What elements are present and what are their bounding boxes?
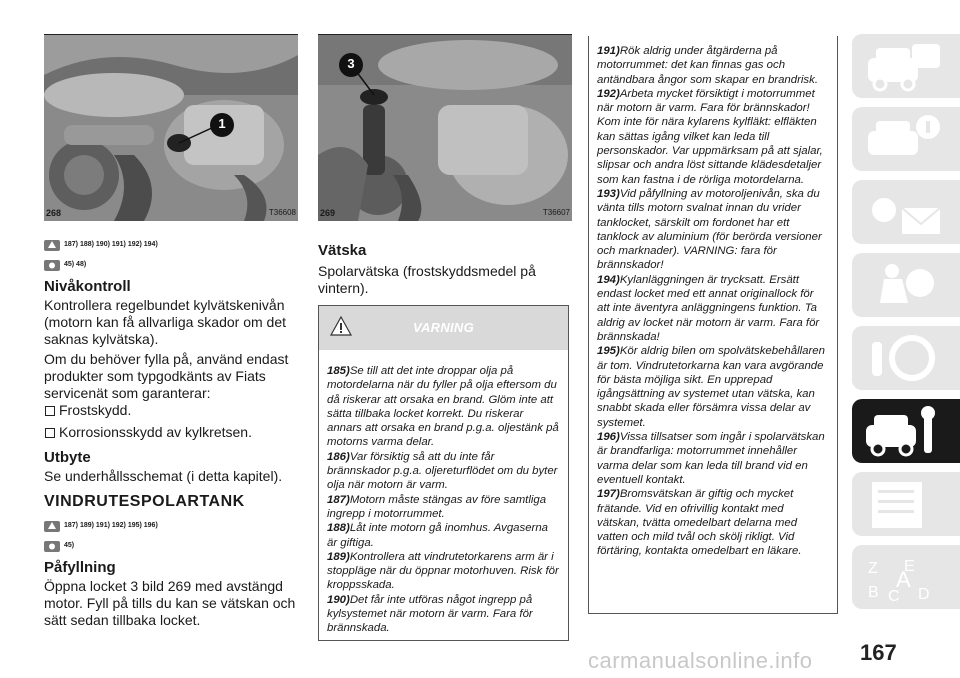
warning-item (597, 487, 829, 558)
warning-book-icon (44, 238, 60, 251)
warning-item-text: Arbeta mycket försiktigt i motorrummet när motorn är varm. Fara för brännskador! Kom inte för nära kylarens kylfläkt: elfläkten kan sättas igång vilket kan leda till personskador. Var uppmärksam på att sjalar, slipsar och andra löst sittande klädesdetaljer som kan fastna i de rörliga motordelarna. (597, 87, 823, 186)
warning-refs (44, 517, 302, 533)
index-alphabet-icon (862, 551, 946, 605)
ref-numbers: 187) 189) 191) 192) 195) 196) (64, 521, 158, 529)
sidebar-tab-index-alphabet[interactable] (852, 545, 960, 609)
figure-code: T36607 (542, 208, 570, 217)
car-wrench-icon (862, 405, 946, 459)
warning-item (597, 187, 829, 273)
figure-number: 269 (320, 208, 336, 218)
callout-3: 3 (347, 56, 355, 71)
warning-refs (44, 236, 302, 252)
warning-item-number: 195) (597, 345, 620, 358)
airbag-icon (862, 259, 946, 313)
paragraph: Kontrollera regelbundet kylvätskenivån (motorn kan få allvarliga skador om det saknas kylvätska). (44, 297, 286, 347)
chapter-sidebar (852, 34, 960, 618)
warning-item-text: Kör aldrig bilen om spolvätskebehållaren är tom. Vindrutetorkarna kan vara avgörande för bästa möjliga sikt. En upprepad igångsättning av systemet utan vätska, kan snabbt skada eller försämra vissa delar av systemet. (597, 345, 825, 429)
warning-item-number: 190) (327, 593, 350, 606)
ref-numbers: 187) 188) 190) 191) 192) 194) (64, 240, 158, 248)
warning-item-number: 194) (597, 273, 620, 286)
ref-numbers: 45) (64, 541, 75, 549)
sidebar-tab-car-wrench[interactable] (852, 399, 960, 463)
warning-item-text: Bromsvätskan är giftig och mycket frätande. Vid en ofrivillig kontakt med vätskan, tvätta omedelbart delarna med vatten och mild tvål och skölj rikligt. Vid förtäring, kontakta omedelbart en läkare. (597, 488, 802, 558)
warning-item (327, 450, 560, 493)
warning-item (327, 550, 560, 593)
bullet-box-icon (45, 428, 55, 438)
car-dashboard-icon (862, 40, 946, 94)
warning-item-number: 192) (597, 87, 620, 100)
svg-text:D: D (918, 586, 930, 603)
warning-item-text: Kontrollera att vindrutetorkarens arm är i stoppläge när du öppnar motorhuven. Risk för kroppsskada. (327, 550, 559, 592)
svg-text:Z: Z (868, 560, 878, 577)
bullet-box-icon (45, 406, 55, 416)
svg-text:B: B (868, 584, 879, 601)
lights-mail-icon (862, 186, 946, 240)
warning-box (318, 305, 569, 641)
specs-list-icon (862, 478, 946, 532)
notice-refs (44, 537, 302, 553)
warning-item (327, 493, 560, 522)
warning-item (597, 344, 829, 430)
page-number: 167 (860, 640, 897, 665)
sidebar-tab-specs-list[interactable] (852, 472, 960, 536)
warning-item (597, 44, 829, 87)
warning-item-text: Kylanläggningen är trycksatt. Ersätt endast locket med ett annat originallock för att inte äventyra anläggningens funktion. Ta aldrig av locket när motorn är varm. Fara för brännskada! (597, 273, 820, 343)
car-info-icon (862, 113, 946, 167)
sidebar-tab-car-info[interactable] (852, 107, 960, 171)
section-title: VINDRUTESPOLARTANK (44, 493, 245, 510)
heading-fluid: Vätska (318, 242, 367, 259)
warning-book-icon (44, 519, 60, 532)
warning-item-number: 187) (327, 493, 350, 506)
warning-item-number: 197) (597, 488, 620, 501)
sidebar-tab-steering-key[interactable] (852, 326, 960, 390)
heading-refill: Påfyllning (44, 559, 116, 576)
callout-1: 1 (218, 116, 226, 131)
warning-item-text: Vid påfyllning av motoroljenivån, ska du vänta tills motorn svalnat innan du vrider tanklocket, särskilt om fordonet har ett tanklock av aluminium (för berörda versioner och marknader). VARNING: fara för brännskador! (597, 187, 822, 272)
warning-item-text: Rök aldrig under åtgärderna på motorrummet: det kan finnas gas och antändbara ångor som skapar en brandrisk. (597, 45, 818, 86)
sidebar-tab-lights-mail[interactable] (852, 180, 960, 244)
warning-item-text: Var försiktig så att du inte får brännskador p.g.a. oljereturflödet om du byter olja när motorn är varm. (327, 450, 558, 492)
warning-item-text: Se till att det inte droppar olja på motordelarna när du fyller på olja eftersom du då riskerar att orsaka en brand. Glöm inte att sätta tillbaka locket korrekt. Du riskerar annars att orsaka en brand p.g.a. oljestänk på motorns varma delar. (327, 365, 559, 449)
warning-item-text: Låt inte motorn gå inomhus. Avgaserna är giftiga. (327, 522, 549, 549)
warning-item-number: 185) (327, 365, 350, 377)
figure-269 (318, 34, 572, 220)
figure-number: 268 (46, 208, 62, 218)
notice-book-icon (44, 539, 60, 552)
sidebar-tab-car-dashboard[interactable] (852, 34, 960, 98)
warning-header (319, 306, 568, 350)
notice-book-icon (44, 258, 60, 271)
engine-photo-268 (44, 35, 298, 221)
paragraph: Spolarvätska (frostskyddsmedel på vintern). (318, 263, 536, 296)
warning-item-number: 191) (597, 45, 620, 57)
ref-numbers: 45) 48) (64, 260, 87, 268)
warning-item-text: Motorn måste stängas av före samtliga ingrepp i motorrummet. (327, 493, 547, 520)
warning-item-number: 186) (327, 450, 350, 463)
warning-item-number: 196) (597, 431, 620, 444)
list-item: Frostskydd. (44, 402, 302, 419)
warning-item-number: 189) (327, 550, 350, 563)
column-1 (44, 236, 302, 632)
steering-key-icon (862, 332, 946, 386)
warning-body (589, 36, 837, 559)
warning-item-number: 193) (597, 187, 620, 200)
warning-item (597, 430, 829, 487)
heading-change: Utbyte (44, 449, 91, 466)
warning-body (319, 350, 568, 636)
sidebar-tab-airbag[interactable] (852, 253, 960, 317)
svg-text:C: C (888, 588, 900, 605)
warning-box-continued (588, 36, 838, 614)
warning-item (597, 87, 829, 187)
paragraph: Öppna locket 3 bild 269 med avstängd motor. Fyll på tills du kan se vätskan och sätt sedan tillbaka locket. (44, 578, 296, 628)
list-item: Korrosionsskydd av kylkretsen. (44, 424, 302, 441)
column-2 (318, 242, 572, 300)
paragraph: Se underhållsschemat (i detta kapitel). (44, 468, 283, 484)
watermark: carmanualsonline.info (588, 648, 813, 673)
warning-item-text: Vissa tillsatser som ingår i spolarvätskan är brandfarliga: motorrummet innehåller varma delar som kan leda till brand vid en eventuell kontakt. (597, 431, 825, 486)
figure-code: T36608 (268, 208, 296, 217)
svg-text:E: E (904, 558, 915, 575)
figure-268 (44, 34, 298, 220)
notice-refs (44, 256, 302, 272)
warning-item-number: 188) (327, 522, 350, 535)
heading-level-check: Nivåkontroll (44, 278, 131, 295)
svg-text:A: A (896, 567, 911, 592)
warning-item-text: Det får inte utföras något ingrepp på kylsystemet när motorn är varm. Fara för brännskada. (327, 593, 533, 635)
warning-item (327, 364, 560, 450)
paragraph: Om du behöver fylla på, använd endast produkter som typgodkänts av Fiats servicenät som garanterar: (44, 351, 289, 401)
warning-title: VARNING (412, 320, 475, 335)
warning-item (597, 273, 829, 344)
warning-item (327, 521, 560, 550)
warning-item (327, 593, 560, 636)
